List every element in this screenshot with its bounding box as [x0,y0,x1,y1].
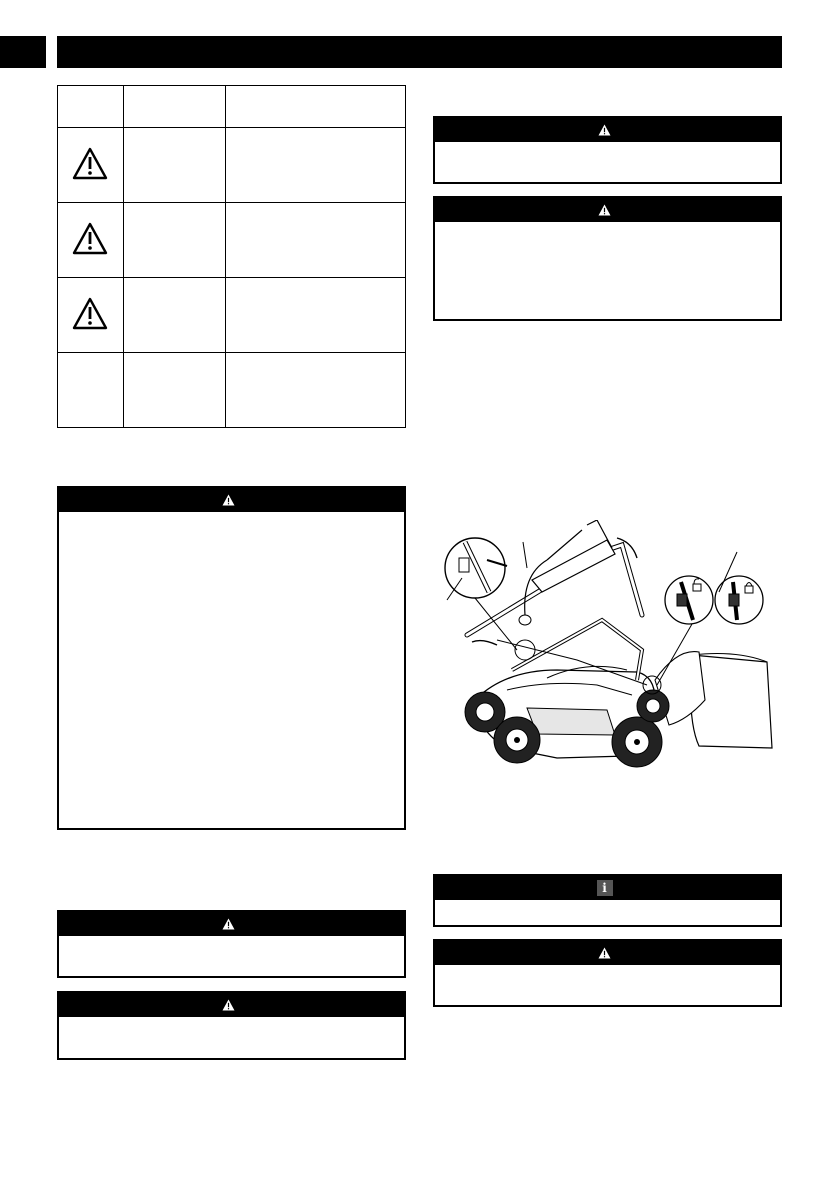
warning-triangle-icon [598,124,611,136]
symbol-cell [58,353,124,428]
symbols-table [57,85,406,428]
detail-circle-lock [715,576,763,624]
warning-triangle-icon [598,947,611,959]
warning-box [57,910,406,978]
detail-circle-unlock [665,576,713,624]
warning-body [59,512,404,524]
table-row [58,203,406,278]
table-header-row [58,86,406,128]
front-right-wheel [612,717,662,767]
warning-box [57,991,406,1060]
term-cell [123,353,225,428]
meaning-cell [226,128,406,203]
info-body [435,900,780,912]
warning-box [433,939,782,1007]
page-tab-marker [0,36,46,68]
table-header-cell [123,86,225,128]
warning-triangle-icon [222,918,235,930]
rear-right-wheel [637,690,669,722]
warning-body [435,965,780,977]
table-header-cell [58,86,124,128]
warning-triangle-icon [72,222,108,256]
info-icon: i [597,880,613,896]
front-left-wheel [494,717,540,763]
term-cell [123,278,225,353]
warning-box [433,196,782,321]
warning-triangle-icon [72,147,108,181]
warning-body [59,936,404,948]
warning-box-large [57,486,406,830]
term-cell [123,203,225,278]
table-row [58,278,406,353]
term-cell [123,128,225,203]
info-box [433,874,782,927]
symbol-cell [58,203,124,278]
warning-title-bar [59,488,404,512]
warning-body [435,142,780,154]
table-row [58,128,406,203]
warning-triangle-icon [598,204,611,216]
warning-body [59,1017,404,1029]
warning-title-bar [59,993,404,1017]
warning-title-bar [435,118,780,142]
warning-triangle-icon [222,494,235,506]
info-title-bar [435,876,780,900]
warning-triangle-icon [222,999,235,1011]
warning-triangle-icon [72,297,108,331]
warning-title-bar [59,912,404,936]
warning-title-bar [435,198,780,222]
symbol-cell [58,278,124,353]
mower-assembly-illustration [437,520,782,772]
symbol-cell [58,128,124,203]
warning-body [435,222,780,234]
table-header-cell [226,86,406,128]
table-row [58,353,406,428]
meaning-cell [226,278,406,353]
meaning-cell [226,203,406,278]
section-header-bar [57,36,782,68]
warning-title-bar [435,941,780,965]
warning-box [433,116,782,184]
meaning-cell [226,353,406,428]
